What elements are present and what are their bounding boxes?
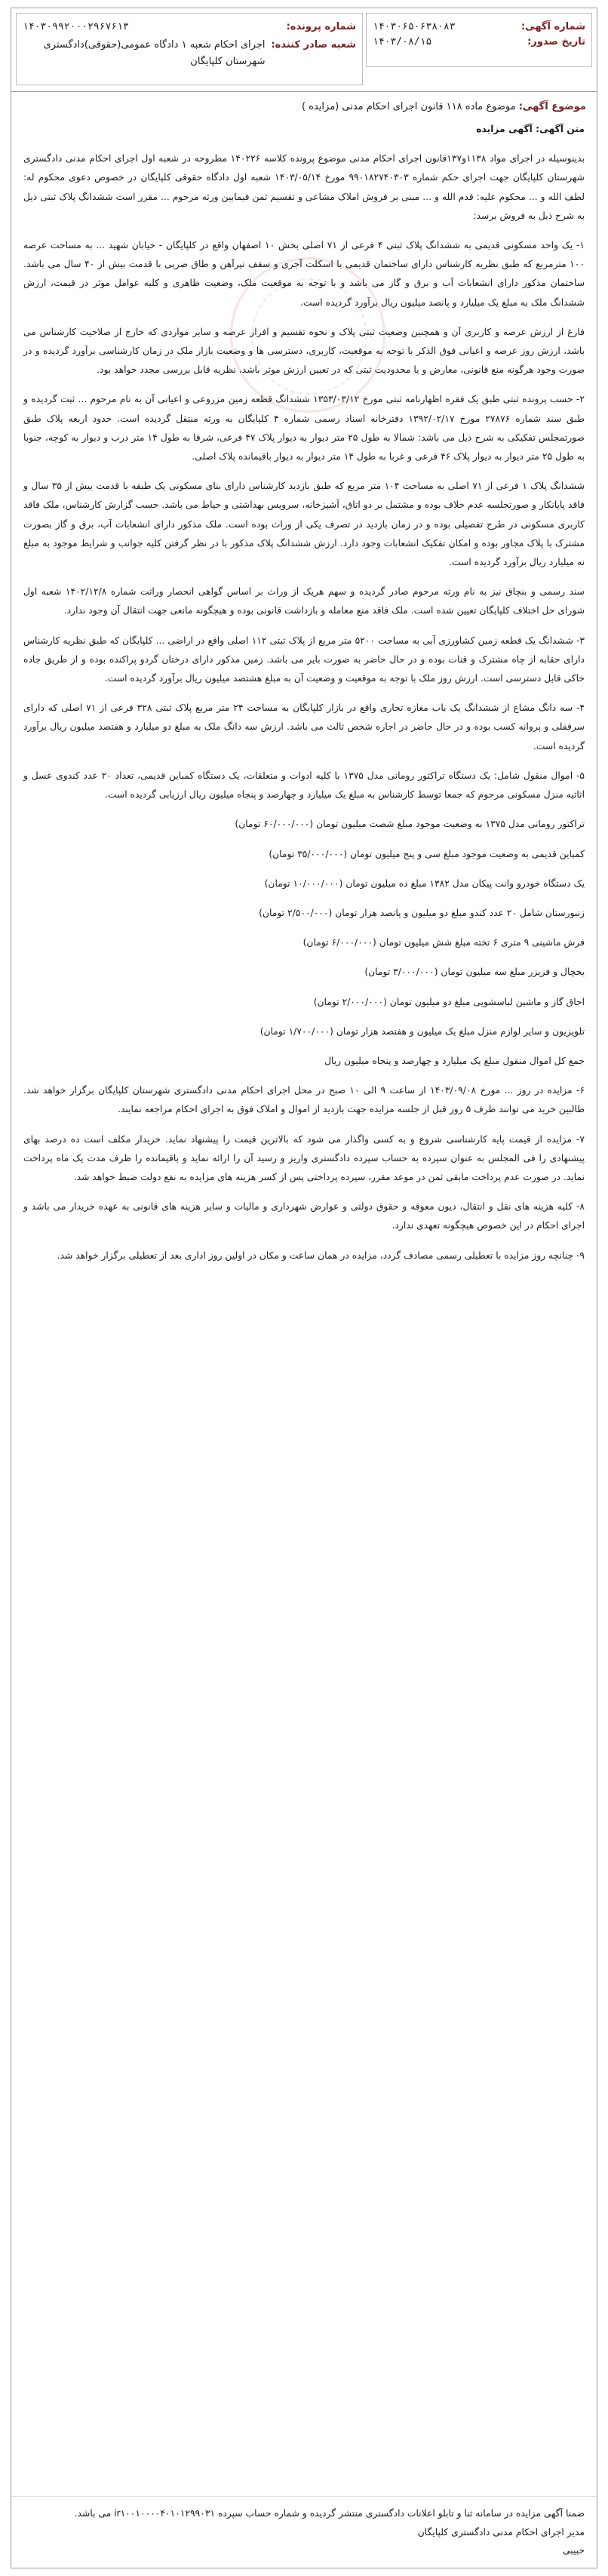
branch-value: اجرای احکام شعبه ۱ دادگاه عمومی(حقوقی)دادگستری شهرستان کلپایگان	[43, 39, 266, 68]
notice-body	[11, 115, 597, 1280]
paragraph: ششدانگ پلاک ۱ فرعی از ۷۱ اصلی به مساحت ۱۰۴ متر مربع که طبق بازدید کارشناس دارای بنای مسکونی یک طبقه با قدمت بیش از ۳۵ سال و فاقد پایانکار و صورتجلسه عدم خلاف بوده و مشتمل بر دو اتاق، آشپزخانه، سرویس بهداشتی و حیاط می باشد. حسب گزارش کارشناس، ملک فاقد کاربری مسکونی در طرح تفصیلی بوده و در زمان بازدید در تصرف یکی از وراث بوده است. ملک مذکور دارای انشعابات آب، برق و گاز بصورت مشترک با پلاک مجاور بوده و امکان تفکیک انشعابات وجود دارد. ارزش ششدانگ پلاک مذکور با در نظر گرفتن کلیه جوانب و شرایط موجود به مبلغ نه میلیارد ریال برآورد گردیده است.	[23, 481, 585, 568]
paragraph: ۳- ششدانگ یک قطعه زمین کشاورزی آبی به مساحت ۵۲۰۰ متر مربع از پلاک ثبتی ۱۱۲ اصلی واقع در اراضی ... کلپایگان که طبق نظریه کارشناس دارای حقابه از چاه مشترک و قنات بوده و در حال حاضر به صورت بایر می باشد. زمین مذکور دارای درختان گردو پراکنده بوده و از طریق جاده خاکی قابل دسترسی است. ارزش روز ملک با توجه به موقعیت و وضعیت آن به مبلغ هشتصد میلیون ریال برآورد گردیده است.	[23, 635, 585, 684]
condition: ۶- مزایده در روز ... مورخ ۱۴۰۳/۰۹/۰۸ از ساعت ۹ الی ۱۰ صبح در محل اجرای احکام مدنی دادگستری شهرستان کلپایگان برگزار خواهد شد. طالبین خرید می توانند ظرف ۵ روز قبل از جلسه مزایده جهت بازدید از اموال و املاک فوق به اجرای احکام مراجعه نمایند.	[23, 1085, 585, 1115]
paragraph: سند رسمی و بنچاق نیز به نام ورثه مرحوم صادر گردیده و سهم هریک از وراث بر اساس گواهی انحصار وراثت شماره ۱۴۰۲/۱۲/۸ شعبه اول شورای حل اختلاف کلپایگان تعیین شده است. ملک فاقد منع معامله و بازداشت قانونی بوده و هیچگونه مانعی جهت انتقال آن وجود ندارد.	[23, 586, 585, 616]
condition: ۷- مزایده از قیمت پایه کارشناسی شروع و به کسی واگذار می شود که بالاترین قیمت را پیشنهاد نماید. خریدار مکلف است ده درصد بهای پیشنهادی را فی المجلس به عنوان سپرده به حساب سپرده دادگستری واریز و رسید آن را ارائه نماید و باقیمانده را ظرف مدت یک ماه پرداخت نماید. در صورت عدم پرداخت مابقی ثمن در موعد مقرر، سپرده پرداختی پس از کسر هزینه های مزایده به نفع دولت ضبط خواهد شد.	[23, 1133, 585, 1182]
notice-date-value: ۱۴۰۳/۰۸/۱۵	[373, 36, 432, 48]
notice-subject	[11, 92, 597, 115]
notice-header	[11, 8, 597, 92]
asset-item: تراکتور رومانی مدل ۱۳۷۵ به وضعیت موجود مبلغ شصت میلیون تومان (۶۰/۰۰۰/۰۰۰ تومان)	[235, 819, 585, 830]
paragraph: بدینوسیله در اجرای مواد ۱۱۳۸و۱۳۷قانون اجرای احکام مدنی موضوع پرونده کلاسه ۱۴۰۲۲۶ مطروحه در شعبه اول اجرای احکام مدنی دادگستری شهرستان کلپایگان جهت اجرای حکم شماره ۹۹۰۱۸۲۷۴۰۳۰۳ مورخ ۱۴۰۳/۰۵/۱۴ شعبه اول دادگاه حقوقی کلپایگان در خصوص دعوی محکوم له: لطف الله و ... محکوم علیه: قدم الله و ... مبنی بر فروش املاک مشاعی و تقسیم ثمن فیمابین ورثه مرحوم ... مقرر است ششدانگ پلاک ثبتی ذیل به شرح ذیل به فروش برسد:	[23, 153, 585, 221]
notice-number-label: شماره آگهی:	[520, 21, 585, 32]
notice-footer	[11, 2496, 597, 2568]
file-number-row	[23, 21, 356, 32]
notice-date-row	[373, 36, 585, 48]
notice-id-box	[366, 13, 592, 67]
asset-item: یخچال و فریزر مبلغ سه میلیون تومان (۳/۰۰۰/۰۰۰ تومان)	[364, 967, 585, 978]
notice-number-row	[373, 21, 585, 32]
file-number-label: شماره پرونده:	[286, 21, 356, 32]
asset-item: تلویزیون و سایر لوازم منزل مبلغ یک میلیون و هفتصد هزار تومان (۱/۷۰۰/۰۰۰ تومان)	[259, 1025, 585, 1037]
file-info-box	[16, 13, 363, 85]
asset-item: اجاق گاز و ماشین لباسشویی مبلغ دو میلیون تومان (۲/۰۰۰/۰۰۰ تومان)	[313, 996, 585, 1007]
signer-title: مدیر اجرای احکام مدنی دادگستری کلپایگان	[417, 2526, 585, 2538]
condition: ۸- کلیه هزینه های نقل و انتقال، دیون معوقه و حقوق دولتی و عوارض شهرداری و مالیات و سایر هزینه های قانونی به عهده خریدار می باشد و اجرای احکام در این خصوص هیچگونه تعهدی ندارد.	[23, 1201, 585, 1231]
paragraph: ۱- یک واحد مسکونی قدیمی به ششدانگ پلاک ثبتی ۴ فرعی از ۷۱ اصلی بخش ۱۰ اصفهان واقع در کلپایگان - خیابان شهید ... به مساحت عرصه ۱۰۰ مترمربع که طبق نظریه کارشناس دارای ساختمان قدیمی با اسکلت آجری و سقف تیرآهن و طاق ضربی با قدمت بیش از ۴۰ سال می باشد. ساختمان مذکور دارای انشعابات آب و برق و گاز می باشد و با توجه به موقعیت ملک، وضعیت ظاهری و کلیه عوامل موثر در قیمت، ارزش ششدانگ ملک به مبلغ یک میلیارد و پانصد میلیون ریال برآورد گردیده است.	[23, 240, 585, 308]
asset-list	[23, 815, 585, 1071]
asset-total: جمع کل اموال منقول مبلغ یک میلیارد و چهارصد و پنجاه میلیون ریال	[324, 1055, 585, 1066]
notice-page	[11, 8, 597, 2568]
branch-label: شعبه صادر کننده:	[271, 39, 356, 51]
paragraph: ۴- سه دانگ مشاع از ششدانگ یک باب مغازه تجاری واقع در بازار کلپایگان به مساحت ۲۴ متر مربع پلاک ثبتی ۳۲۸ فرعی از ۷۱ اصلی که دارای سرقفلی و پروانه کسب بوده و در حال حاضر در اجاره شخص ثالث می باشد. ارزش سه دانگ ملک به مبلغ دو میلیارد و هفتصد میلیون ریال برآورد گردیده است.	[23, 702, 585, 752]
asset-item: فرش ماشینی ۹ متری ۶ تخته مبلغ شش میلیون تومان (۶/۰۰۰/۰۰۰ تومان)	[302, 937, 585, 948]
subject-value: موضوع ماده ۱۱۸ قانون اجرای احکام مدنی (مزایده )	[301, 101, 516, 112]
asset-item: یک دستگاه خودرو وانت پیکان مدل ۱۳۸۲ مبلغ ده میلیون تومان (۱۰/۰۰۰/۰۰۰ تومان)	[264, 878, 585, 889]
text-heading: متن آگهی: آگهی مزایده	[476, 124, 585, 134]
condition: ۹- چنانچه روز مزایده با تعطیلی رسمی مصادف گردد، مزایده در همان ساعت و مکان در اولین روز اداری بعد از تعطیلی برگزار خواهد شد.	[57, 1250, 585, 1261]
footer-note: ضمنا آگهی مزایده در سامانه ثنا و تابلو اعلانات دادگستری منتشر گردیده و شماره حساب سپرده ir۱۰۰۱۰۰۰۰۴۰۱۰۱۲۹۹۰۳۱ می باشد.	[74, 2508, 585, 2519]
signer-name: حبیبی	[563, 2545, 585, 2556]
subject-label: موضوع آگهی:	[518, 101, 586, 112]
asset-item: کمباین قدیمی به وضعیت موجود مبلغ سی و پنج میلیون تومان (۳۵/۰۰۰/۰۰۰ تومان)	[269, 848, 585, 859]
notice-number-value: ۱۴۰۳۰۶۵۰۶۳۸۰۸۳	[373, 21, 456, 32]
paragraph: فارغ از ارزش عرصه و کاربری آن و همچنین وضعیت ثبتی پلاک و نحوه تقسیم و افراز عرصه و سایر مواردی که خارج از صلاحیت کارشناس می باشد، ارزش روز عرصه و اعیانی فوق الذکر با توجه به موقعیت، کاربری، دسترسی ها و وضعیت بازار ملک در زمان کارشناسی برآورد گردیده و در صورت وجود هرگونه منع قانونی، معارض و یا محدودیت ثبتی که در تعیین ارزش موثر باشد، نظریه قابل بررسی مجدد خواهد بود.	[23, 326, 585, 376]
notice-date-label: تاریخ صدور:	[527, 36, 585, 48]
branch-row	[23, 37, 356, 70]
file-number-value: ۱۴۰۳۰۹۹۲۰۰۰۲۹۶۷۶۱۳	[23, 21, 129, 32]
asset-item: زنبورستان شامل ۲۰ عدد کندو مبلغ دو میلیون و پانصد هزار تومان (۲/۵۰۰/۰۰۰ تومان)	[259, 907, 585, 918]
paragraph: ۲- حسب پرونده ثبتی طبق یک فقره اظهارنامه ثبتی مورخ ۱۳۵۳/۰۳/۱۲ ششدانگ قطعه زمین مزروعی و اعیانی آن به نام مرحوم ... ثبت گردیده و طبق سند شماره ۲۷۸۷۶ مورخ ۱۳۹۲/۰۲/۱۷ دفترخانه اسناد رسمی شماره ۴ کلپایگان به ورثه منتقل گردیده است. حدود اربعه پلاک طبق صورتمجلس تفکیکی به شرح ذیل می باشد: شمالا به طول ۲۵ متر دیوار به دیوار پلاک ۴۷ فرعی، شرقا به طول ۱۴ متر درب و دیوار به کوچه، جنوبا به طول ۲۵ متر دیوار به دیوار پلاک ۴۶ فرعی و غربا به طول ۱۴ متر دیوار به دیوار باقیمانده پلاک اصلی.	[23, 394, 585, 463]
paragraph: ۵- اموال منقول شامل: یک دستگاه تراکتور رومانی مدل ۱۳۷۵ با کلیه ادوات و متعلقات، یک دستگاه کمباین قدیمی، تعداد ۲۰ عدد کندوی عسل و اثاثیه منزل مسکونی مرحوم که جمعا توسط کارشناس به مبلغ یک میلیارد و چهارصد و پنجاه میلیون ریال ارزیابی گردیده است.	[23, 770, 585, 801]
